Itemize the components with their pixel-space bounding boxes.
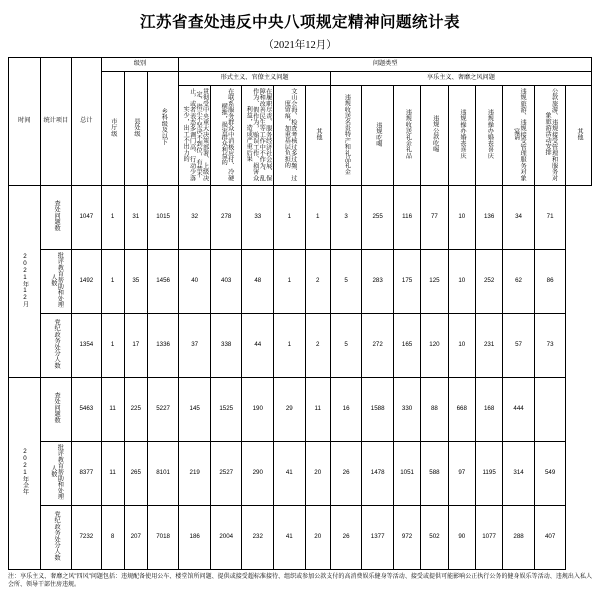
header-hedonism-1: 违规吃喝 <box>362 86 394 186</box>
cell: 588 <box>421 441 448 505</box>
cell: 77 <box>421 185 448 249</box>
cell: 41 <box>274 505 306 569</box>
cell: 232 <box>242 505 274 569</box>
cell: 44 <box>242 313 274 377</box>
cell-total: 5463 <box>72 377 101 441</box>
table-row <box>9 377 592 441</box>
cell: 97 <box>448 441 475 505</box>
table-row <box>9 249 592 313</box>
cell: 20 <box>305 505 330 569</box>
cell: 1 <box>274 249 306 313</box>
cell: 29 <box>274 377 306 441</box>
header-group-level: 级别 <box>101 58 179 72</box>
cell: 288 <box>503 505 535 569</box>
table-row <box>9 185 592 249</box>
cell: 32 <box>179 185 211 249</box>
cell: 972 <box>393 505 420 569</box>
cell-total: 1047 <box>72 185 101 249</box>
header-total: 总计 <box>72 58 101 186</box>
cell: 31 <box>124 185 147 249</box>
cell: 1 <box>305 185 330 249</box>
cell: 190 <box>242 377 274 441</box>
table-body <box>9 185 592 569</box>
row-item-label: 党纪政务处分人数 <box>40 313 72 377</box>
header-level-township: 乡科级及以下 <box>147 72 179 186</box>
cell: 26 <box>330 441 362 505</box>
cell: 71 <box>534 185 566 249</box>
cell: 8101 <box>147 441 179 505</box>
cell: 1051 <box>393 441 420 505</box>
cell: 330 <box>393 377 420 441</box>
cell: 10 <box>448 185 475 249</box>
cell: 314 <box>503 441 535 505</box>
period-label: 2021年12月 <box>9 185 41 377</box>
cell-total: 7232 <box>72 505 101 569</box>
cell: 1456 <box>147 249 179 313</box>
header-hedonism-0: 违规收送名贵特产和礼品礼金 <box>330 86 362 186</box>
cell: 231 <box>475 313 502 377</box>
cell: 502 <box>421 505 448 569</box>
cell: 5 <box>330 313 362 377</box>
header-hedonism-3: 违规公款吃喝 <box>421 86 448 186</box>
statistics-table <box>8 57 592 570</box>
cell: 8 <box>101 505 124 569</box>
cell: 73 <box>534 313 566 377</box>
table-note: 注：享乐主义、奢靡之风"四风"问题包括：违规配备使用公车、楼堂馆所问题、提供或接受超标准接待、组织或参加公款支付的高消费娱乐健身等活动、接受或提供可能影响公正执行公务的健身娱乐等活动、违规出入私人会所、领导干部住房违规。 <box>8 573 592 588</box>
cell: 125 <box>421 249 448 313</box>
period-label: 2021年全年 <box>9 377 41 569</box>
cell: 1195 <box>475 441 502 505</box>
cell: 272 <box>362 313 394 377</box>
header-group-type: 问题类型 <box>179 58 592 72</box>
header-formalism-3: 文山会海、检查考核过多过频、过度留痕，加重基层负担的 <box>274 86 306 186</box>
header-hedonism-4: 违规操办婚丧喜庆 <box>448 86 475 186</box>
cell: 1 <box>274 313 306 377</box>
cell <box>534 377 566 441</box>
row-item-label: 党纪政务处分人数 <box>40 505 72 569</box>
cell: 5227 <box>147 377 179 441</box>
cell: 283 <box>362 249 394 313</box>
cell: 219 <box>179 441 211 505</box>
cell: 136 <box>475 185 502 249</box>
cell: 37 <box>179 313 211 377</box>
cell: 40 <box>179 249 211 313</box>
header-time: 时间 <box>9 58 41 186</box>
cell: 549 <box>534 441 566 505</box>
cell: 1336 <box>147 313 179 377</box>
cell: 90 <box>448 505 475 569</box>
cell: 16 <box>330 377 362 441</box>
header-group-formalism: 形式主义、官僚主义问题 <box>179 72 330 86</box>
cell: 2527 <box>210 441 242 505</box>
cell-total: 8377 <box>72 441 101 505</box>
cell: 1478 <box>362 441 394 505</box>
header-hedonism-7: 公款旅游、违规接受管理和服务对象旅游活动安排 <box>534 86 566 186</box>
header-hedonism-5: 违规操办婚丧喜庆 <box>475 86 502 186</box>
cell: 165 <box>393 313 420 377</box>
cell: 2 <box>305 313 330 377</box>
cell: 2004 <box>210 505 242 569</box>
cell: 86 <box>534 249 566 313</box>
cell: 407 <box>534 505 566 569</box>
table-row <box>9 505 592 569</box>
row-item-label: 批评教育帮助和处理人数 <box>40 441 72 505</box>
cell: 17 <box>124 313 147 377</box>
cell: 1015 <box>147 185 179 249</box>
cell: 116 <box>393 185 420 249</box>
cell: 1525 <box>210 377 242 441</box>
cell: 1077 <box>475 505 502 569</box>
cell: 11 <box>101 441 124 505</box>
cell: 120 <box>421 313 448 377</box>
cell: 1588 <box>362 377 394 441</box>
cell: 255 <box>362 185 394 249</box>
header-hedonism-8: 其他 <box>566 86 592 186</box>
cell: 10 <box>448 313 475 377</box>
cell: 3 <box>330 185 362 249</box>
cell: 252 <box>475 249 502 313</box>
cell: 1 <box>274 185 306 249</box>
cell: 207 <box>124 505 147 569</box>
cell: 7018 <box>147 505 179 569</box>
cell: 2 <box>305 249 330 313</box>
header-formalism-1: 在联系服务群众中消极应付、冷硬横推，损害群众利益的 <box>210 86 242 186</box>
header-item: 统计项目 <box>40 58 72 186</box>
cell: 26 <box>330 505 362 569</box>
cell: 145 <box>179 377 211 441</box>
table-row <box>9 313 592 377</box>
cell: 278 <box>210 185 242 249</box>
cell: 1 <box>101 249 124 313</box>
cell: 33 <box>242 185 274 249</box>
header-hedonism-2: 违规收送礼金礼品 <box>393 86 420 186</box>
header-formalism-2: 在履职尽责、服务经济社会展、保障和改善民生等工作中不作为、乱作为、假作为，贻误工作、损害众利益，造成严重后果 <box>242 86 274 186</box>
cell: 168 <box>475 377 502 441</box>
cell: 338 <box>210 313 242 377</box>
header-group-hedonism: 享乐主义、奢靡之风问题 <box>330 72 591 86</box>
cell: 290 <box>242 441 274 505</box>
header-formalism-0: 贯彻受中央重大决策部署、上级决定、指示不坚决不到位，有禁不止，或者表态多调门高、行动少落实少，出工不出力的 <box>179 86 211 186</box>
cell: 34 <box>503 185 535 249</box>
cell-total: 1492 <box>72 249 101 313</box>
cell: 57 <box>503 313 535 377</box>
cell: 35 <box>124 249 147 313</box>
cell: 88 <box>421 377 448 441</box>
cell: 444 <box>503 377 535 441</box>
cell: 20 <box>305 441 330 505</box>
page-title: 江苏省查处违反中央八项规定精神问题统计表 <box>139 14 460 31</box>
cell: 1377 <box>362 505 394 569</box>
cell: 11 <box>101 377 124 441</box>
cell: 1 <box>101 185 124 249</box>
cell: 668 <box>448 377 475 441</box>
cell: 265 <box>124 441 147 505</box>
row-item-label: 查处问题数 <box>40 377 72 441</box>
cell: 1 <box>101 313 124 377</box>
cell: 62 <box>503 249 535 313</box>
cell: 11 <box>305 377 330 441</box>
table-row <box>9 441 592 505</box>
cell: 41 <box>274 441 306 505</box>
cell: 5 <box>330 249 362 313</box>
cell-total: 1354 <box>72 313 101 377</box>
header-level-county: 县处级 <box>124 72 147 186</box>
cell: 175 <box>393 249 420 313</box>
cell: 10 <box>448 249 475 313</box>
page-subtitle: （2021年12月） <box>263 40 337 51</box>
header-level-municipal: 市厅级 <box>101 72 124 186</box>
header-formalism-4: 其他 <box>305 86 330 186</box>
cell: 48 <box>242 249 274 313</box>
row-item-label: 查处问题数 <box>40 185 72 249</box>
header-hedonism-6: 违规旅游、违规接受管理服务对象宴请 <box>503 86 535 186</box>
row-item-label: 批评教育帮助和处理人数 <box>40 249 72 313</box>
cell: 225 <box>124 377 147 441</box>
cell: 186 <box>179 505 211 569</box>
cell: 403 <box>210 249 242 313</box>
